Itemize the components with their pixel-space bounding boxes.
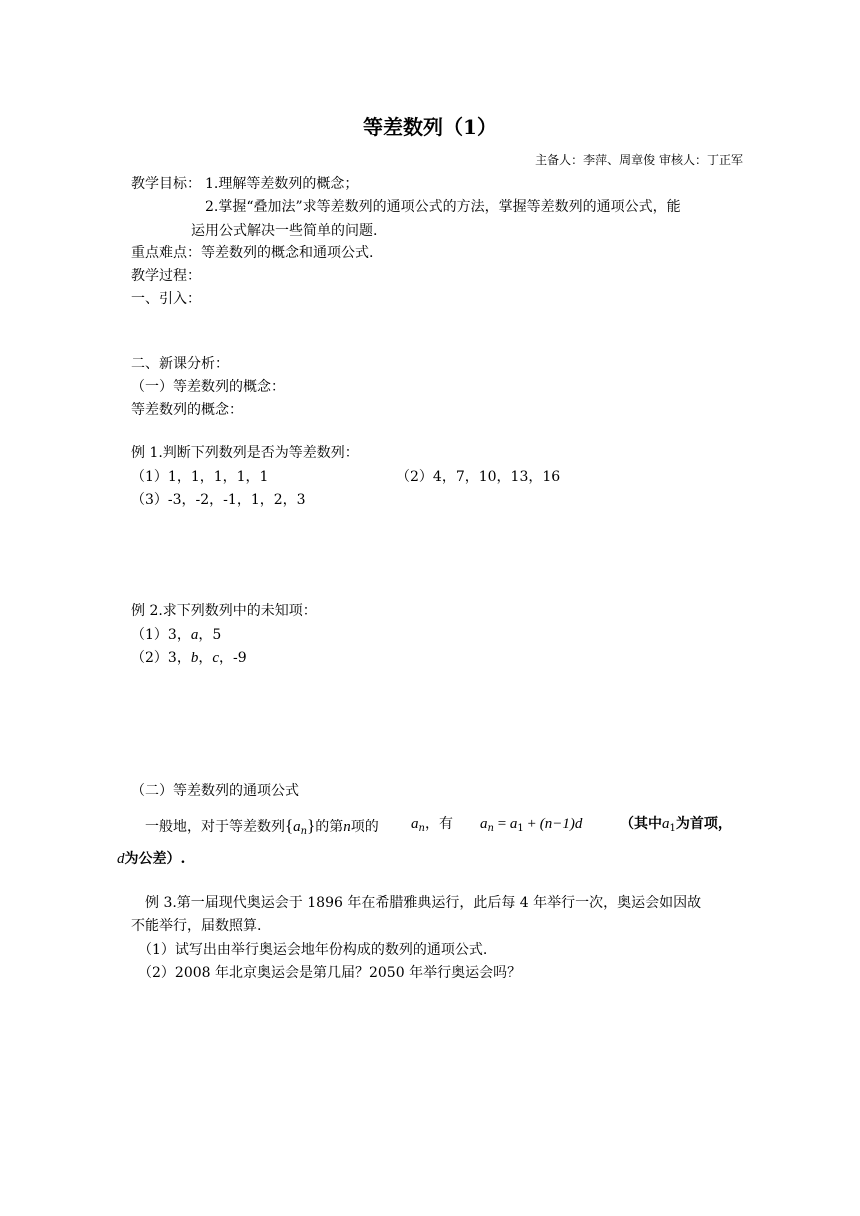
objective-2-line2: 运用公式解决一些简单的问题. (191, 223, 378, 239)
subsection-concept-heading: （一）等差数列的概念： (131, 379, 285, 395)
objective-2-line1: 2.掌握“叠加法”求等差数列的通项公式的方法，掌握等差数列的通项公式，能 (205, 199, 681, 215)
example2-title: 例 2.求下列数列中的未知项： (131, 603, 317, 619)
example3-question1: （1）试写出由举行奥运会地年份构成的数列的通项公式. (138, 942, 488, 958)
formula-an: $a_n$，有 (411, 816, 453, 834)
example1-item3: （3）-3，-2，-1，1，2，3 (131, 492, 306, 508)
formula-note-line2: d为公差）. (117, 851, 186, 867)
subsection-formula-heading: （二）等差数列的通项公式 (131, 783, 299, 799)
concept-line: 等差数列的概念： (131, 402, 243, 418)
general-term-formula: $a_n = a_1 + (n-1)d$ (480, 816, 583, 834)
authors-line: 主备人：李萍、周章俊 审核人：丁正军 (535, 153, 743, 167)
example3-line2: 不能举行，届数照算. (131, 918, 262, 934)
objective-1: 1.理解等差数列的概念； (205, 176, 359, 192)
key-points: 重点难点：等差数列的概念和通项公式. (131, 245, 374, 261)
example1-item2: （2）4，7，10，13，16 (396, 469, 561, 485)
variable-b: b (190, 650, 199, 666)
example2-item1: （1）3，a，5 (131, 627, 222, 643)
formula-note: （其中$a_1$为首项， (620, 816, 732, 834)
page-title: 等差数列（1） (363, 115, 497, 139)
example1-item1: （1）1，1，1，1，1 (131, 469, 269, 485)
formula-text-line1: 一般地，对于等差数列$\{a_n\}$的第n项的 (145, 816, 379, 837)
section-new-lesson: 二、新课分析： (131, 356, 229, 372)
teaching-process: 教学过程： (131, 268, 201, 284)
objectives-label: 教学目标： (131, 176, 201, 192)
section-intro: 一、引入： (131, 291, 201, 307)
variable-a: a (190, 627, 199, 643)
example3-line1: 例 3.第一届现代奥运会于 1896 年在希腊雅典运行，此后每 4 年举行一次，奥运会如因故 (145, 895, 702, 911)
variable-c: c (212, 650, 219, 666)
example3-question2: （2）2008 年北京奥运会是第几届？2050 年举行奥运会吗？ (138, 965, 522, 981)
example1-title: 例 1.判断下列数列是否为等差数列： (131, 445, 359, 461)
example2-item2: （2）3，b，c，-9 (131, 650, 247, 666)
